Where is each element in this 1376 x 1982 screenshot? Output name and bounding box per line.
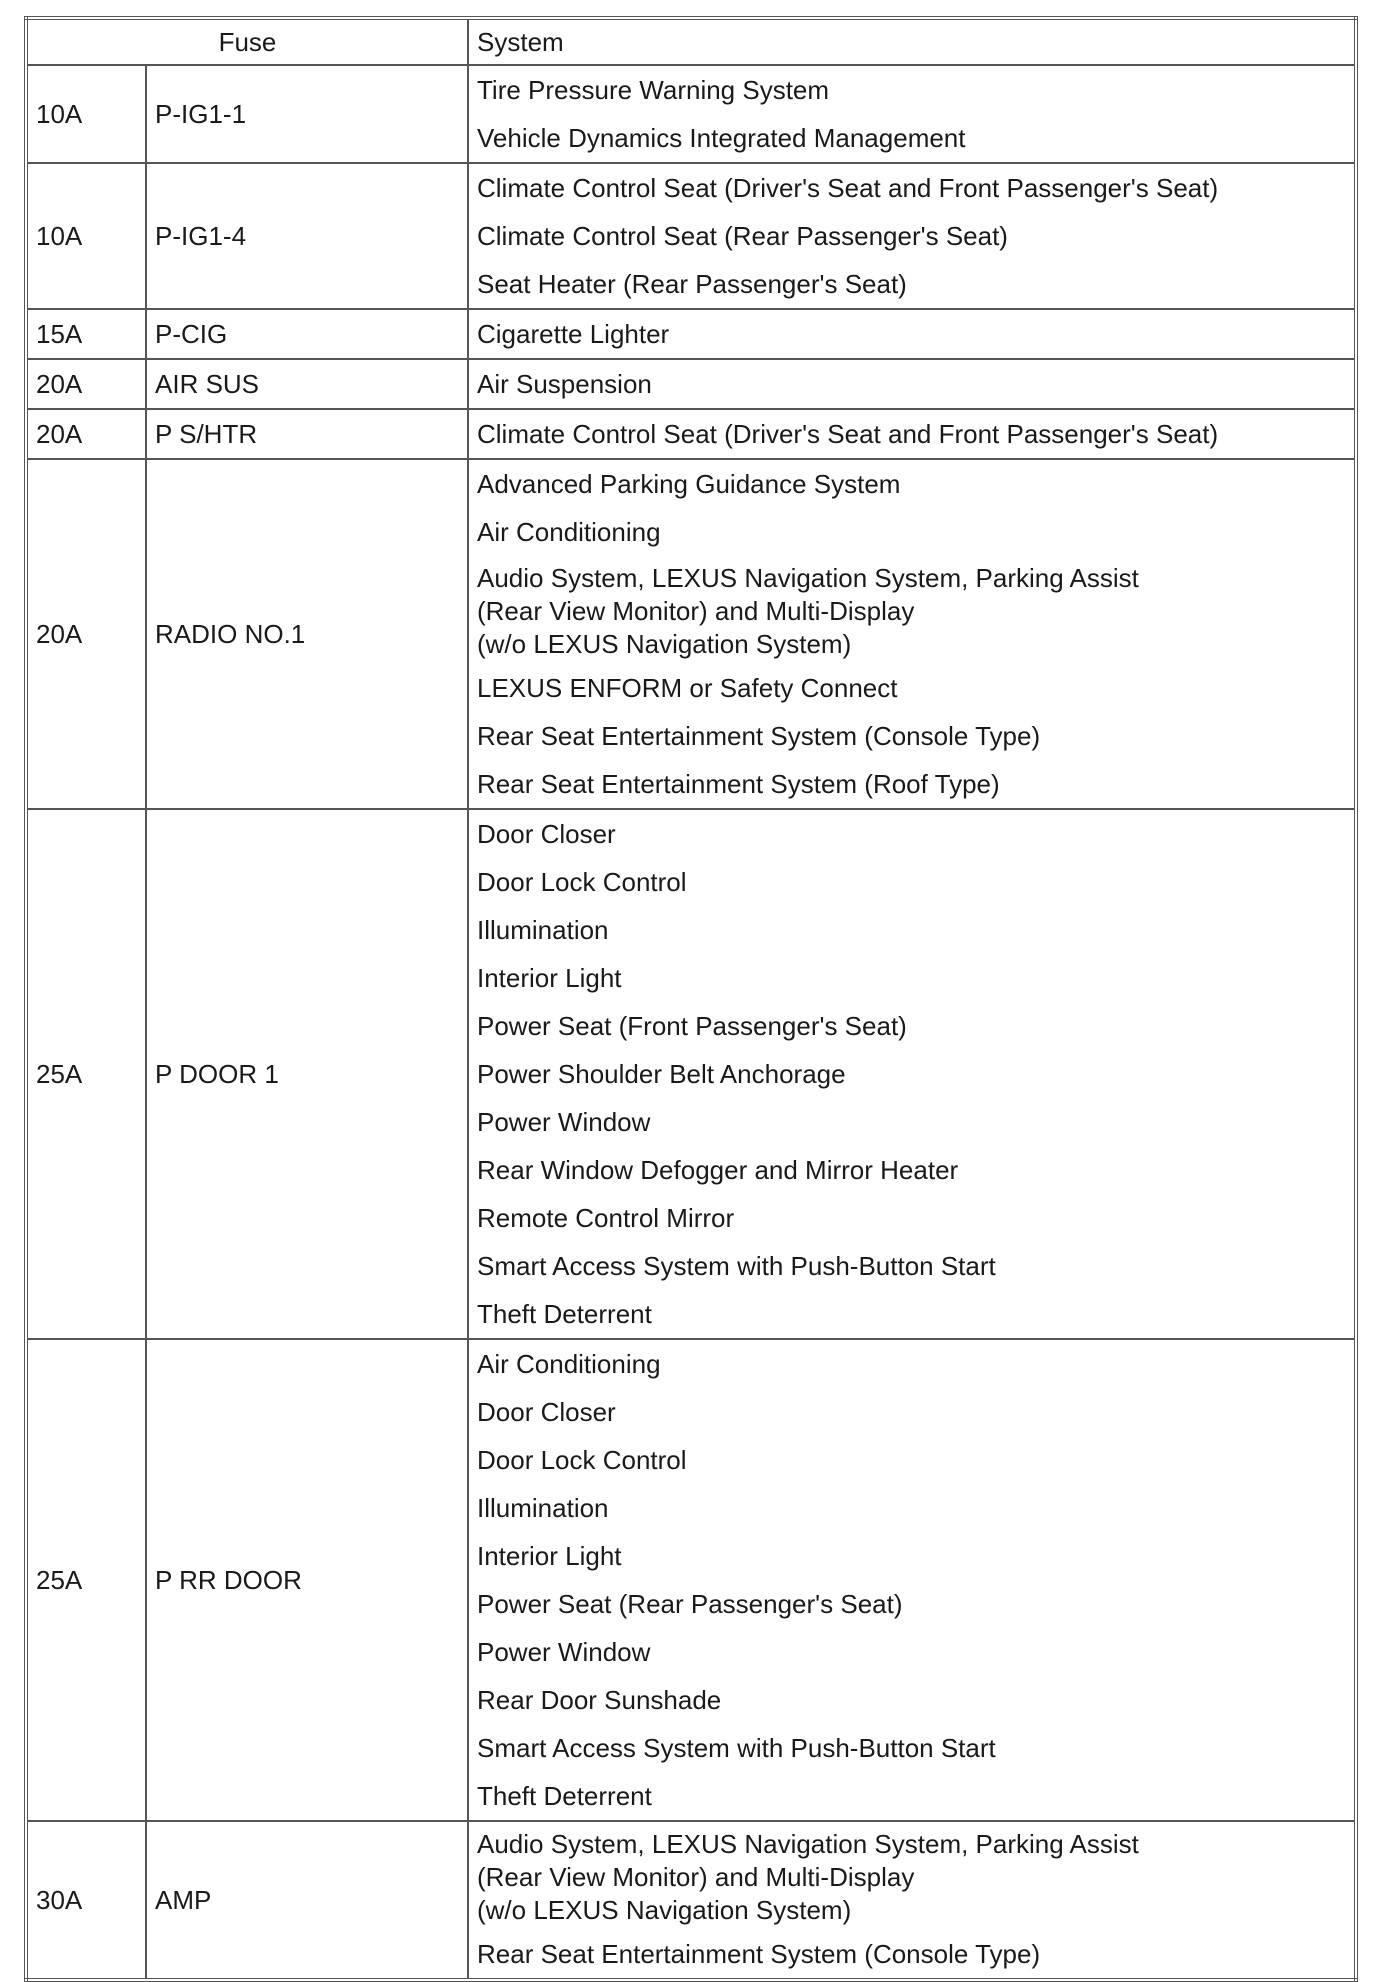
table-row	[26, 65, 1356, 163]
fuse-amperage: 25A	[26, 1339, 146, 1821]
fuse-amperage: 20A	[26, 409, 146, 459]
fuse-name: P-CIG	[146, 309, 468, 359]
fuse-amperage: 10A	[26, 163, 146, 309]
fuse-amperage: 10A	[26, 65, 146, 163]
table-row	[26, 1339, 1356, 1821]
fuse-name: P RR DOOR	[146, 1339, 468, 1821]
table-row	[26, 359, 1356, 409]
system-cell	[468, 459, 1356, 809]
fuse-amperage: 30A	[26, 1821, 146, 1980]
system-cell	[468, 1339, 1356, 1821]
system-item: Smart Access System with Push-Button Start	[477, 1733, 996, 1763]
system-item: Interior Light	[477, 1541, 622, 1571]
system-item: Cigarette Lighter	[477, 319, 670, 349]
system-item: Air Conditioning	[477, 1349, 661, 1379]
fuse-amperage: 15A	[26, 309, 146, 359]
table-row	[26, 1821, 1356, 1980]
system-cell	[468, 1821, 1356, 1980]
system-item: Seat Heater (Rear Passenger's Seat)	[477, 269, 907, 299]
table-row	[26, 163, 1356, 309]
system-cell	[468, 409, 1356, 459]
system-cell	[468, 359, 1356, 409]
fuse-header: Fuse	[26, 18, 468, 65]
fuse-name: AMP	[146, 1821, 468, 1980]
system-item: Vehicle Dynamics Integrated Management	[477, 123, 966, 153]
fuse-name: AIR SUS	[146, 359, 468, 409]
fuse-name: RADIO NO.1	[146, 459, 468, 809]
system-item: Smart Access System with Push-Button Start	[477, 1251, 996, 1281]
system-item: Air Conditioning	[477, 517, 661, 547]
system-header: System	[468, 18, 1356, 65]
fuse-name: P DOOR 1	[146, 809, 468, 1339]
system-item: Climate Control Seat (Rear Passenger's Seat)	[477, 221, 1008, 251]
system-item: LEXUS ENFORM or Safety Connect	[477, 673, 898, 703]
system-item: Illumination	[477, 915, 609, 945]
system-item: Climate Control Seat (Driver's Seat and Front Passenger's Seat)	[477, 173, 1219, 203]
table-row	[26, 809, 1356, 1339]
system-item: Rear Window Defogger and Mirror Heater	[477, 1155, 959, 1185]
table-row	[26, 459, 1356, 809]
fuse-amperage: 20A	[26, 459, 146, 809]
table-row	[26, 409, 1356, 459]
system-item: Audio System, LEXUS Navigation System, Parking Assist (Rear View Monitor) and Multi-Display (w/o LEXUS Navigation System)	[477, 563, 1139, 659]
system-item: Interior Light	[477, 963, 622, 993]
header-row	[26, 18, 1356, 65]
system-item: Power Seat (Rear Passenger's Seat)	[477, 1589, 903, 1619]
fuse-name: P-IG1-4	[146, 163, 468, 309]
system-item: Theft Deterrent	[477, 1299, 652, 1329]
system-item: Climate Control Seat (Driver's Seat and Front Passenger's Seat)	[477, 419, 1219, 449]
fuse-table	[24, 16, 1358, 1982]
system-item: Rear Seat Entertainment System (Roof Type)	[477, 769, 1000, 799]
system-cell	[468, 309, 1356, 359]
system-item: Rear Door Sunshade	[477, 1685, 722, 1715]
system-cell	[468, 809, 1356, 1339]
system-item: Door Closer	[477, 1397, 616, 1427]
system-item: Advanced Parking Guidance System	[477, 469, 901, 499]
system-item: Rear Seat Entertainment System (Console Type)	[477, 721, 1041, 751]
system-item: Power Window	[477, 1107, 651, 1137]
system-item: Remote Control Mirror	[477, 1203, 735, 1233]
system-item: Door Lock Control	[477, 867, 687, 897]
fuse-name: P S/HTR	[146, 409, 468, 459]
system-item: Power Shoulder Belt Anchorage	[477, 1059, 846, 1089]
system-item: Door Lock Control	[477, 1445, 687, 1475]
system-item: Illumination	[477, 1493, 609, 1523]
system-item: Audio System, LEXUS Navigation System, Parking Assist (Rear View Monitor) and Multi-Display (w/o LEXUS Navigation System)	[477, 1829, 1139, 1925]
system-item: Tire Pressure Warning System	[477, 75, 830, 105]
system-item: Power Seat (Front Passenger's Seat)	[477, 1011, 907, 1041]
fuse-amperage: 25A	[26, 809, 146, 1339]
system-item: Power Window	[477, 1637, 651, 1667]
system-cell	[468, 65, 1356, 163]
table-row	[26, 309, 1356, 359]
fuse-name: P-IG1-1	[146, 65, 468, 163]
system-item: Rear Seat Entertainment System (Console Type)	[477, 1939, 1041, 1969]
system-cell	[468, 163, 1356, 309]
system-item: Air Suspension	[477, 369, 652, 399]
fuse-amperage: 20A	[26, 359, 146, 409]
system-item: Door Closer	[477, 819, 616, 849]
system-item: Theft Deterrent	[477, 1781, 652, 1811]
